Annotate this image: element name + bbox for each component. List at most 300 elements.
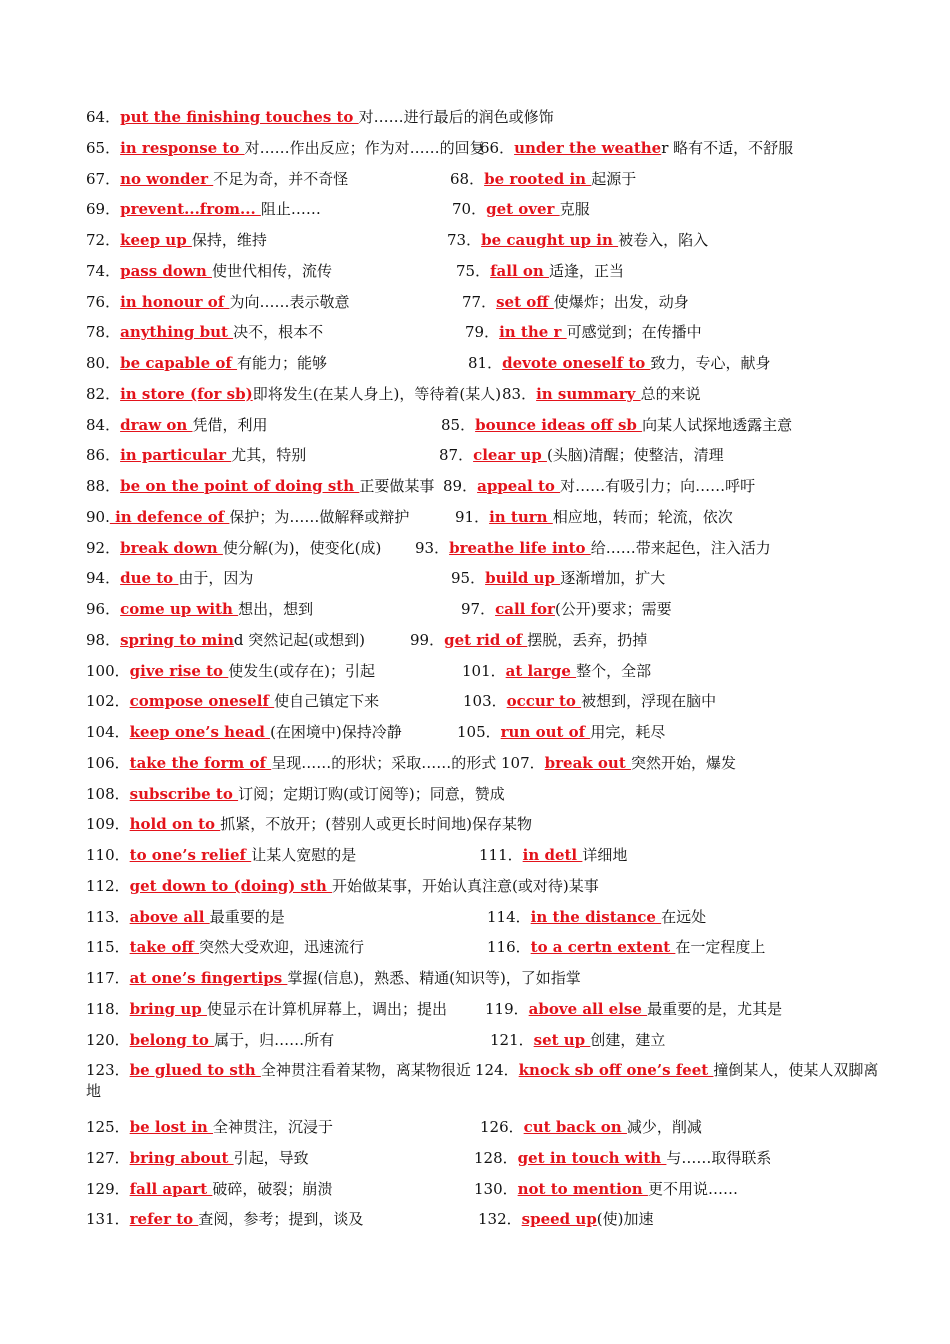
list-line bbox=[86, 471, 876, 502]
entry-meaning: 起源于 bbox=[591, 169, 637, 188]
entry-meaning: 使显示在计算机屏幕上，调出；提出 bbox=[206, 999, 447, 1018]
entry-meaning: 由于，因为 bbox=[178, 569, 254, 588]
phrase-entry bbox=[86, 102, 554, 133]
phrase-entry bbox=[474, 1143, 771, 1174]
entry-phrase: hold on to bbox=[129, 815, 221, 834]
phrase-entry bbox=[86, 256, 332, 287]
entry-number: 111． bbox=[479, 846, 523, 864]
list-line bbox=[86, 410, 876, 441]
entry-number: 77． bbox=[462, 292, 497, 311]
entry-meaning: 用完，耗尽 bbox=[590, 723, 666, 741]
list-line bbox=[86, 1143, 876, 1174]
entry-meaning: 对……作出反应；作为对……的回复 bbox=[244, 138, 485, 157]
entry-number: 68． bbox=[450, 169, 485, 188]
entry-phrase: be caught up in bbox=[481, 231, 619, 249]
entry-meaning: d 突然记起(或想到) bbox=[233, 630, 365, 649]
entry-meaning: (公开)要求；需要 bbox=[554, 600, 672, 618]
phrase-entry bbox=[441, 410, 792, 441]
entry-phrase: in the r bbox=[499, 323, 567, 342]
entry-meaning: 突然开始，爆发 bbox=[630, 753, 736, 772]
entry-number: 118． bbox=[86, 999, 130, 1018]
entry-number: 113． bbox=[86, 907, 130, 926]
phrase-entry bbox=[86, 317, 323, 348]
entry-number: 99． bbox=[410, 630, 445, 649]
list-line bbox=[86, 194, 876, 225]
entry-number: 125． bbox=[86, 1118, 130, 1136]
entry-meaning: 给……带来起色，注入活力 bbox=[590, 538, 771, 557]
entry-meaning: 逐渐增加，扩大 bbox=[560, 569, 666, 588]
entry-number: 123． bbox=[86, 1061, 130, 1080]
entry-phrase: pass down bbox=[120, 261, 212, 280]
entry-number: 117． bbox=[86, 969, 130, 987]
phrase-entry bbox=[86, 1143, 309, 1174]
phrase-entry bbox=[450, 164, 636, 195]
phrase-entry bbox=[86, 348, 327, 379]
list-line bbox=[86, 871, 876, 902]
list-line bbox=[86, 1204, 876, 1235]
entry-phrase: due to bbox=[120, 569, 179, 588]
phrase-entry bbox=[86, 1025, 334, 1056]
entry-phrase: bring up bbox=[129, 999, 207, 1018]
entry-meaning: 全神贯注看着某物，离某物很近 bbox=[260, 1061, 471, 1080]
entry-phrase: in detl bbox=[522, 846, 583, 864]
phrase-entry bbox=[502, 379, 701, 410]
list-line bbox=[86, 256, 876, 287]
list-line bbox=[86, 994, 876, 1025]
entry-phrase: knock sb off one’s feet bbox=[518, 1061, 714, 1080]
list-line bbox=[86, 1174, 876, 1205]
entry-number: 129． bbox=[86, 1179, 130, 1198]
entry-phrase: in summary bbox=[536, 384, 641, 403]
phrase-entry bbox=[86, 379, 501, 410]
phrase-entry bbox=[455, 502, 733, 533]
entry-meaning: 减少，削减 bbox=[626, 1118, 702, 1136]
entry-number: 87． bbox=[439, 446, 474, 465]
entry-number: 75． bbox=[456, 261, 491, 280]
phrase-entry bbox=[443, 471, 755, 502]
phrase-entry bbox=[86, 840, 356, 871]
entry-phrase: be rooted in bbox=[484, 169, 592, 188]
list-line bbox=[86, 225, 876, 256]
entry-number: 97． bbox=[461, 600, 496, 618]
entry-phrase: belong to bbox=[129, 1030, 215, 1049]
entry-number: 69． bbox=[86, 200, 121, 219]
list-line bbox=[86, 686, 876, 717]
phrase-entry bbox=[86, 932, 364, 963]
phrase-entry bbox=[86, 1174, 332, 1205]
entry-meaning: 查阅，参考；提到，谈及 bbox=[198, 1210, 364, 1229]
list-line bbox=[86, 348, 876, 379]
entry-meaning: 总的来说 bbox=[640, 384, 701, 403]
list-line bbox=[86, 625, 876, 656]
entry-phrase: no wonder bbox=[120, 169, 214, 188]
entry-phrase: at one’s fingertips bbox=[129, 969, 288, 987]
list-line bbox=[86, 379, 876, 410]
entry-meaning: 相应地，转而；轮流，依次 bbox=[552, 507, 733, 526]
phrase-entry bbox=[86, 194, 321, 225]
entry-meaning: 阻止…… bbox=[260, 200, 321, 219]
entry-number: 81． bbox=[468, 354, 503, 372]
entry-number: 112． bbox=[86, 876, 130, 895]
entry-number: 65． bbox=[86, 138, 121, 157]
phrase-entry bbox=[447, 225, 708, 256]
entry-phrase: clear up bbox=[473, 446, 547, 465]
entry-phrase: get down to (doing) sth bbox=[129, 876, 333, 895]
entry-meaning: 抓紧，不放开；(替别人或更长时间地)保存某物 bbox=[220, 815, 532, 834]
phrase-entry bbox=[86, 748, 496, 779]
entry-phrase: keep one’s head bbox=[129, 723, 271, 741]
phrase-entry bbox=[410, 625, 647, 656]
entry-phrase: come up with bbox=[120, 600, 239, 618]
entry-number: 131． bbox=[86, 1210, 130, 1229]
entry-phrase: breathe life into bbox=[449, 538, 591, 557]
entry-number: 88． bbox=[86, 477, 121, 495]
entry-phrase: build up bbox=[485, 569, 561, 588]
phrase-entry bbox=[86, 502, 409, 533]
entry-meaning: (头脑)清醒；使整洁，清理 bbox=[546, 446, 724, 465]
list-line bbox=[86, 748, 876, 779]
phrase-entry bbox=[463, 686, 716, 717]
phrase-entry bbox=[86, 625, 365, 656]
list-line bbox=[86, 717, 876, 748]
entry-meaning: 保护；为……做解释或辩护 bbox=[229, 507, 410, 526]
entry-number: 104． bbox=[86, 723, 130, 741]
entry-number: 90. bbox=[86, 507, 110, 526]
entry-meaning: 凭借，利用 bbox=[192, 415, 268, 434]
list-line bbox=[86, 502, 876, 533]
entry-number: 72． bbox=[86, 231, 121, 249]
phrase-entry bbox=[86, 1204, 363, 1235]
phrase-entry bbox=[86, 717, 402, 748]
entry-phrase: at large bbox=[505, 661, 577, 680]
phrase-entry bbox=[474, 1174, 738, 1205]
entry-number: 116． bbox=[487, 938, 531, 957]
entry-meaning: 正要做某事 bbox=[359, 477, 435, 495]
entry-meaning: 在一定程度上 bbox=[675, 938, 766, 957]
entry-phrase: in response to bbox=[120, 138, 245, 157]
entry-number: 79． bbox=[465, 323, 500, 342]
entry-meaning: 使自己镇定下来 bbox=[274, 692, 380, 711]
entry-phrase: anything but bbox=[120, 323, 234, 342]
entry-phrase: compose oneself bbox=[129, 692, 275, 711]
entry-meaning: 属于，归……所有 bbox=[214, 1030, 335, 1049]
entry-phrase: break out bbox=[544, 753, 631, 772]
entry-meaning: 掌握(信息)，熟悉、精通(知识等)，了如指掌 bbox=[287, 969, 581, 987]
entry-number: 127． bbox=[86, 1148, 130, 1167]
entry-phrase: keep up bbox=[120, 231, 192, 249]
entry-number: 105． bbox=[457, 723, 501, 741]
phrase-entry bbox=[468, 348, 771, 379]
entry-phrase: speed up bbox=[521, 1210, 597, 1229]
phrase-entry bbox=[457, 717, 665, 748]
entry-phrase: to a certn extent bbox=[530, 938, 676, 957]
phrase-entry bbox=[451, 563, 665, 594]
entry-meaning: 使发生(或存在)；引起 bbox=[228, 661, 375, 680]
phrase-entry bbox=[86, 471, 434, 502]
list-line bbox=[86, 133, 876, 164]
entry-number: 109． bbox=[86, 815, 130, 834]
entry-number: 96． bbox=[86, 600, 121, 618]
entry-number: 89． bbox=[443, 477, 478, 495]
entry-meaning: 可感觉到；在传播中 bbox=[566, 323, 702, 342]
entry-meaning: 尤其，特别 bbox=[231, 446, 307, 465]
entry-number: 124． bbox=[475, 1061, 519, 1080]
entry-number: 82． bbox=[86, 384, 121, 403]
phrase-entry bbox=[461, 594, 672, 625]
phrase-entry bbox=[462, 656, 651, 687]
entry-phrase: put the finishing touches to bbox=[120, 108, 359, 126]
phrase-entry bbox=[86, 994, 447, 1025]
entry-phrase: in particular bbox=[120, 446, 232, 465]
phrase-entry bbox=[439, 440, 724, 471]
phrase-entry bbox=[501, 748, 736, 779]
entry-meaning: 最重要的是，尤其是 bbox=[647, 999, 783, 1018]
entry-phrase: be lost in bbox=[129, 1118, 214, 1136]
entry-meaning: 被卷入，陷入 bbox=[618, 231, 709, 249]
entry-meaning: 对……进行最后的润色或修饰 bbox=[358, 108, 554, 126]
entry-meaning: 让某人宽慰的是 bbox=[251, 846, 357, 864]
entry-phrase: above all else bbox=[528, 999, 648, 1018]
entry-phrase: in store (for sb) bbox=[120, 384, 253, 403]
entry-phrase: not to mention bbox=[517, 1179, 648, 1198]
entry-number: 130． bbox=[474, 1179, 518, 1198]
entry-phrase: spring to min bbox=[120, 630, 234, 649]
entry-meaning: 撞倒某人，使某人双脚离 bbox=[713, 1061, 879, 1080]
entry-number: 107． bbox=[501, 753, 545, 772]
entry-number: 95． bbox=[451, 569, 486, 588]
list-line bbox=[86, 440, 876, 471]
phrase-entry bbox=[462, 287, 689, 318]
entry-phrase: in the distance bbox=[530, 907, 662, 926]
entry-meaning: 引起，导致 bbox=[233, 1148, 309, 1167]
entry-phrase: be glued to sth bbox=[129, 1061, 261, 1080]
entry-phrase: fall on bbox=[490, 261, 550, 280]
entry-meaning: 即将发生(在某人身上)，等待着(某人) bbox=[252, 384, 502, 403]
entry-phrase: get rid of bbox=[444, 630, 528, 649]
phrase-entry bbox=[86, 594, 313, 625]
phrase-entry bbox=[86, 686, 379, 717]
entry-meaning: 在远处 bbox=[661, 907, 707, 926]
entry-phrase: to one’s relief bbox=[129, 846, 252, 864]
entry-number: 119． bbox=[485, 999, 529, 1018]
phrase-list bbox=[86, 102, 879, 1235]
entry-meaning: 详细地 bbox=[582, 846, 628, 864]
phrase-entry bbox=[86, 902, 285, 933]
entry-meaning: 全神贯注，沉浸于 bbox=[213, 1118, 334, 1136]
entry-meaning: (使)加速 bbox=[596, 1210, 654, 1229]
phrase-entry bbox=[86, 133, 485, 164]
phrase-entry bbox=[86, 563, 253, 594]
list-line bbox=[86, 932, 876, 963]
entry-meaning: 开始做某事，开始认真注意(或对待)某事 bbox=[332, 876, 599, 895]
entry-number: 128． bbox=[474, 1148, 518, 1167]
entry-number: 110． bbox=[86, 846, 130, 864]
entry-phrase: subscribe to bbox=[129, 784, 239, 803]
phrase-entry bbox=[86, 287, 349, 318]
entry-meaning: 与……取得联系 bbox=[666, 1148, 772, 1167]
phrase-entry bbox=[487, 932, 765, 963]
entry-meaning: 使爆炸；出发，动身 bbox=[553, 292, 689, 311]
list-line bbox=[86, 840, 876, 871]
entry-number: 91． bbox=[455, 507, 490, 526]
entry-meaning: 有能力；能够 bbox=[237, 354, 328, 372]
entry-number: 114． bbox=[487, 907, 531, 926]
entry-continuation: 地 bbox=[86, 1082, 102, 1101]
entry-phrase: above all bbox=[129, 907, 210, 926]
entry-meaning: 摆脱，丢弃，扔掉 bbox=[527, 630, 648, 649]
entry-number: 115． bbox=[86, 938, 130, 957]
entry-phrase: break down bbox=[120, 538, 223, 557]
entry-phrase: be capable of bbox=[120, 354, 238, 372]
list-line bbox=[86, 779, 876, 810]
entry-meaning: 呈现……的形状；采取……的形式 bbox=[271, 753, 497, 772]
entry-meaning: 不足为奇，并不奇怪 bbox=[213, 169, 349, 188]
entry-number: 78． bbox=[86, 323, 121, 342]
phrase-entry bbox=[479, 840, 627, 871]
phrase-entry bbox=[465, 317, 702, 348]
entry-phrase: in turn bbox=[489, 507, 553, 526]
entry-number: 70． bbox=[452, 200, 487, 219]
entry-meaning: 使世代相传，流传 bbox=[211, 261, 332, 280]
entry-phrase: set up bbox=[533, 1030, 591, 1049]
phrase-entry bbox=[487, 902, 706, 933]
phrase-entry bbox=[86, 410, 268, 441]
entry-meaning: 决不，根本不 bbox=[233, 323, 324, 342]
list-line bbox=[86, 533, 876, 564]
entry-number: 80． bbox=[86, 354, 121, 372]
entry-number: 86． bbox=[86, 446, 121, 465]
entry-number: 64． bbox=[86, 108, 121, 126]
entry-meaning: 适逢，正当 bbox=[549, 261, 625, 280]
phrase-entry bbox=[86, 533, 381, 564]
entry-number: 120． bbox=[86, 1030, 130, 1049]
entry-number: 102． bbox=[86, 692, 130, 711]
entry-meaning: 被想到，浮现在脑中 bbox=[581, 692, 717, 711]
entry-meaning: 保持，维持 bbox=[191, 231, 267, 249]
list-line bbox=[86, 164, 876, 195]
list-line bbox=[86, 809, 876, 840]
entry-number: 83． bbox=[502, 384, 537, 403]
phrase-entry bbox=[478, 1204, 653, 1235]
phrase-entry bbox=[86, 164, 348, 195]
entry-phrase: draw on bbox=[120, 415, 193, 434]
entry-phrase: take off bbox=[129, 938, 199, 957]
entry-number: 94． bbox=[86, 569, 121, 588]
list-line bbox=[86, 594, 876, 625]
entry-phrase: devote oneself to bbox=[502, 354, 651, 372]
entry-number: 126． bbox=[480, 1118, 524, 1136]
entry-phrase: bounce ideas off sb bbox=[475, 415, 643, 434]
phrase-entry bbox=[480, 1112, 702, 1143]
entry-meaning: 克服 bbox=[559, 200, 590, 219]
entry-phrase: occur to bbox=[506, 692, 582, 711]
entry-number: 74． bbox=[86, 261, 121, 280]
entry-number: 103． bbox=[463, 692, 507, 711]
phrase-entry bbox=[485, 994, 782, 1025]
list-line bbox=[86, 563, 876, 594]
entry-meaning: 向某人试探地透露主意 bbox=[642, 415, 793, 434]
phrase-entry bbox=[480, 133, 793, 164]
entry-number: 67． bbox=[86, 169, 121, 188]
phrase-entry bbox=[86, 871, 599, 902]
list-line bbox=[86, 1112, 876, 1143]
phrase-entry bbox=[86, 1112, 333, 1143]
phrase-entry bbox=[452, 194, 590, 225]
list-line bbox=[86, 287, 876, 318]
entry-phrase: give rise to bbox=[129, 661, 229, 680]
entry-phrase: in honour of bbox=[120, 292, 230, 311]
entry-number: 73． bbox=[447, 231, 482, 249]
entry-phrase: get over bbox=[486, 200, 560, 219]
entry-number: 101． bbox=[462, 661, 506, 680]
phrase-entry bbox=[86, 779, 505, 810]
entry-phrase: in defence of bbox=[109, 507, 230, 526]
entry-phrase: fall apart bbox=[129, 1179, 213, 1198]
entry-meaning: 破碎，破裂；崩溃 bbox=[212, 1179, 333, 1198]
entry-phrase: appeal to bbox=[477, 477, 561, 495]
entry-meaning: 更不用说…… bbox=[647, 1179, 738, 1198]
entry-phrase: call for bbox=[495, 600, 555, 618]
entry-phrase: refer to bbox=[129, 1210, 199, 1229]
entry-meaning: r 略有不适，不舒服 bbox=[661, 138, 794, 157]
phrase-entry bbox=[86, 656, 375, 687]
entry-number: 100． bbox=[86, 661, 130, 680]
list-line bbox=[86, 963, 876, 994]
entry-phrase: under the weathe bbox=[514, 138, 662, 157]
entry-phrase: set off bbox=[496, 292, 554, 311]
phrase-entry bbox=[456, 256, 624, 287]
entry-number: 84． bbox=[86, 415, 121, 434]
entry-meaning: 想出，想到 bbox=[238, 600, 314, 618]
phrase-entry bbox=[86, 809, 532, 840]
phrase-entry bbox=[415, 533, 771, 564]
entry-meaning: 使分解(为)，使变化(成) bbox=[222, 538, 382, 557]
entry-phrase: run out of bbox=[500, 723, 591, 741]
entry-meaning: 整个，全部 bbox=[576, 661, 652, 680]
list-line bbox=[86, 317, 876, 348]
entry-phrase: be on the point of doing sth bbox=[120, 477, 360, 495]
entry-meaning: 创建，建立 bbox=[590, 1030, 666, 1049]
list-line bbox=[86, 102, 876, 133]
entry-meaning: 对……有吸引力；向……呼吁 bbox=[560, 477, 756, 495]
entry-number: 92． bbox=[86, 538, 121, 557]
list-line bbox=[86, 902, 876, 933]
entry-number: 98． bbox=[86, 630, 121, 649]
phrase-entry bbox=[490, 1025, 665, 1056]
entry-phrase: bring about bbox=[129, 1148, 234, 1167]
entry-number: 85． bbox=[441, 415, 476, 434]
entry-number: 93． bbox=[415, 538, 450, 557]
entry-number: 76． bbox=[86, 292, 121, 311]
entry-number: 121． bbox=[490, 1030, 534, 1049]
entry-meaning: 为向……表示敬意 bbox=[229, 292, 350, 311]
entry-number: 106． bbox=[86, 753, 130, 772]
entry-number: 132． bbox=[478, 1210, 522, 1229]
phrase-entry bbox=[86, 440, 306, 471]
entry-phrase: cut back on bbox=[523, 1118, 627, 1136]
list-line bbox=[86, 656, 876, 687]
entry-meaning: 最重要的是 bbox=[209, 907, 285, 926]
entry-phrase: prevent...from... bbox=[120, 200, 261, 219]
entry-meaning: (在困境中)保持冷静 bbox=[270, 723, 402, 741]
list-line bbox=[86, 1025, 876, 1056]
entry-meaning: 突然大受欢迎，迅速流行 bbox=[199, 938, 365, 957]
entry-phrase: take the form of bbox=[129, 753, 272, 772]
entry-number: 108． bbox=[86, 784, 130, 803]
entry-number: 66． bbox=[480, 138, 515, 157]
entry-phrase: get in touch with bbox=[517, 1148, 667, 1167]
entry-meaning: 致力，专心，献身 bbox=[650, 354, 771, 372]
